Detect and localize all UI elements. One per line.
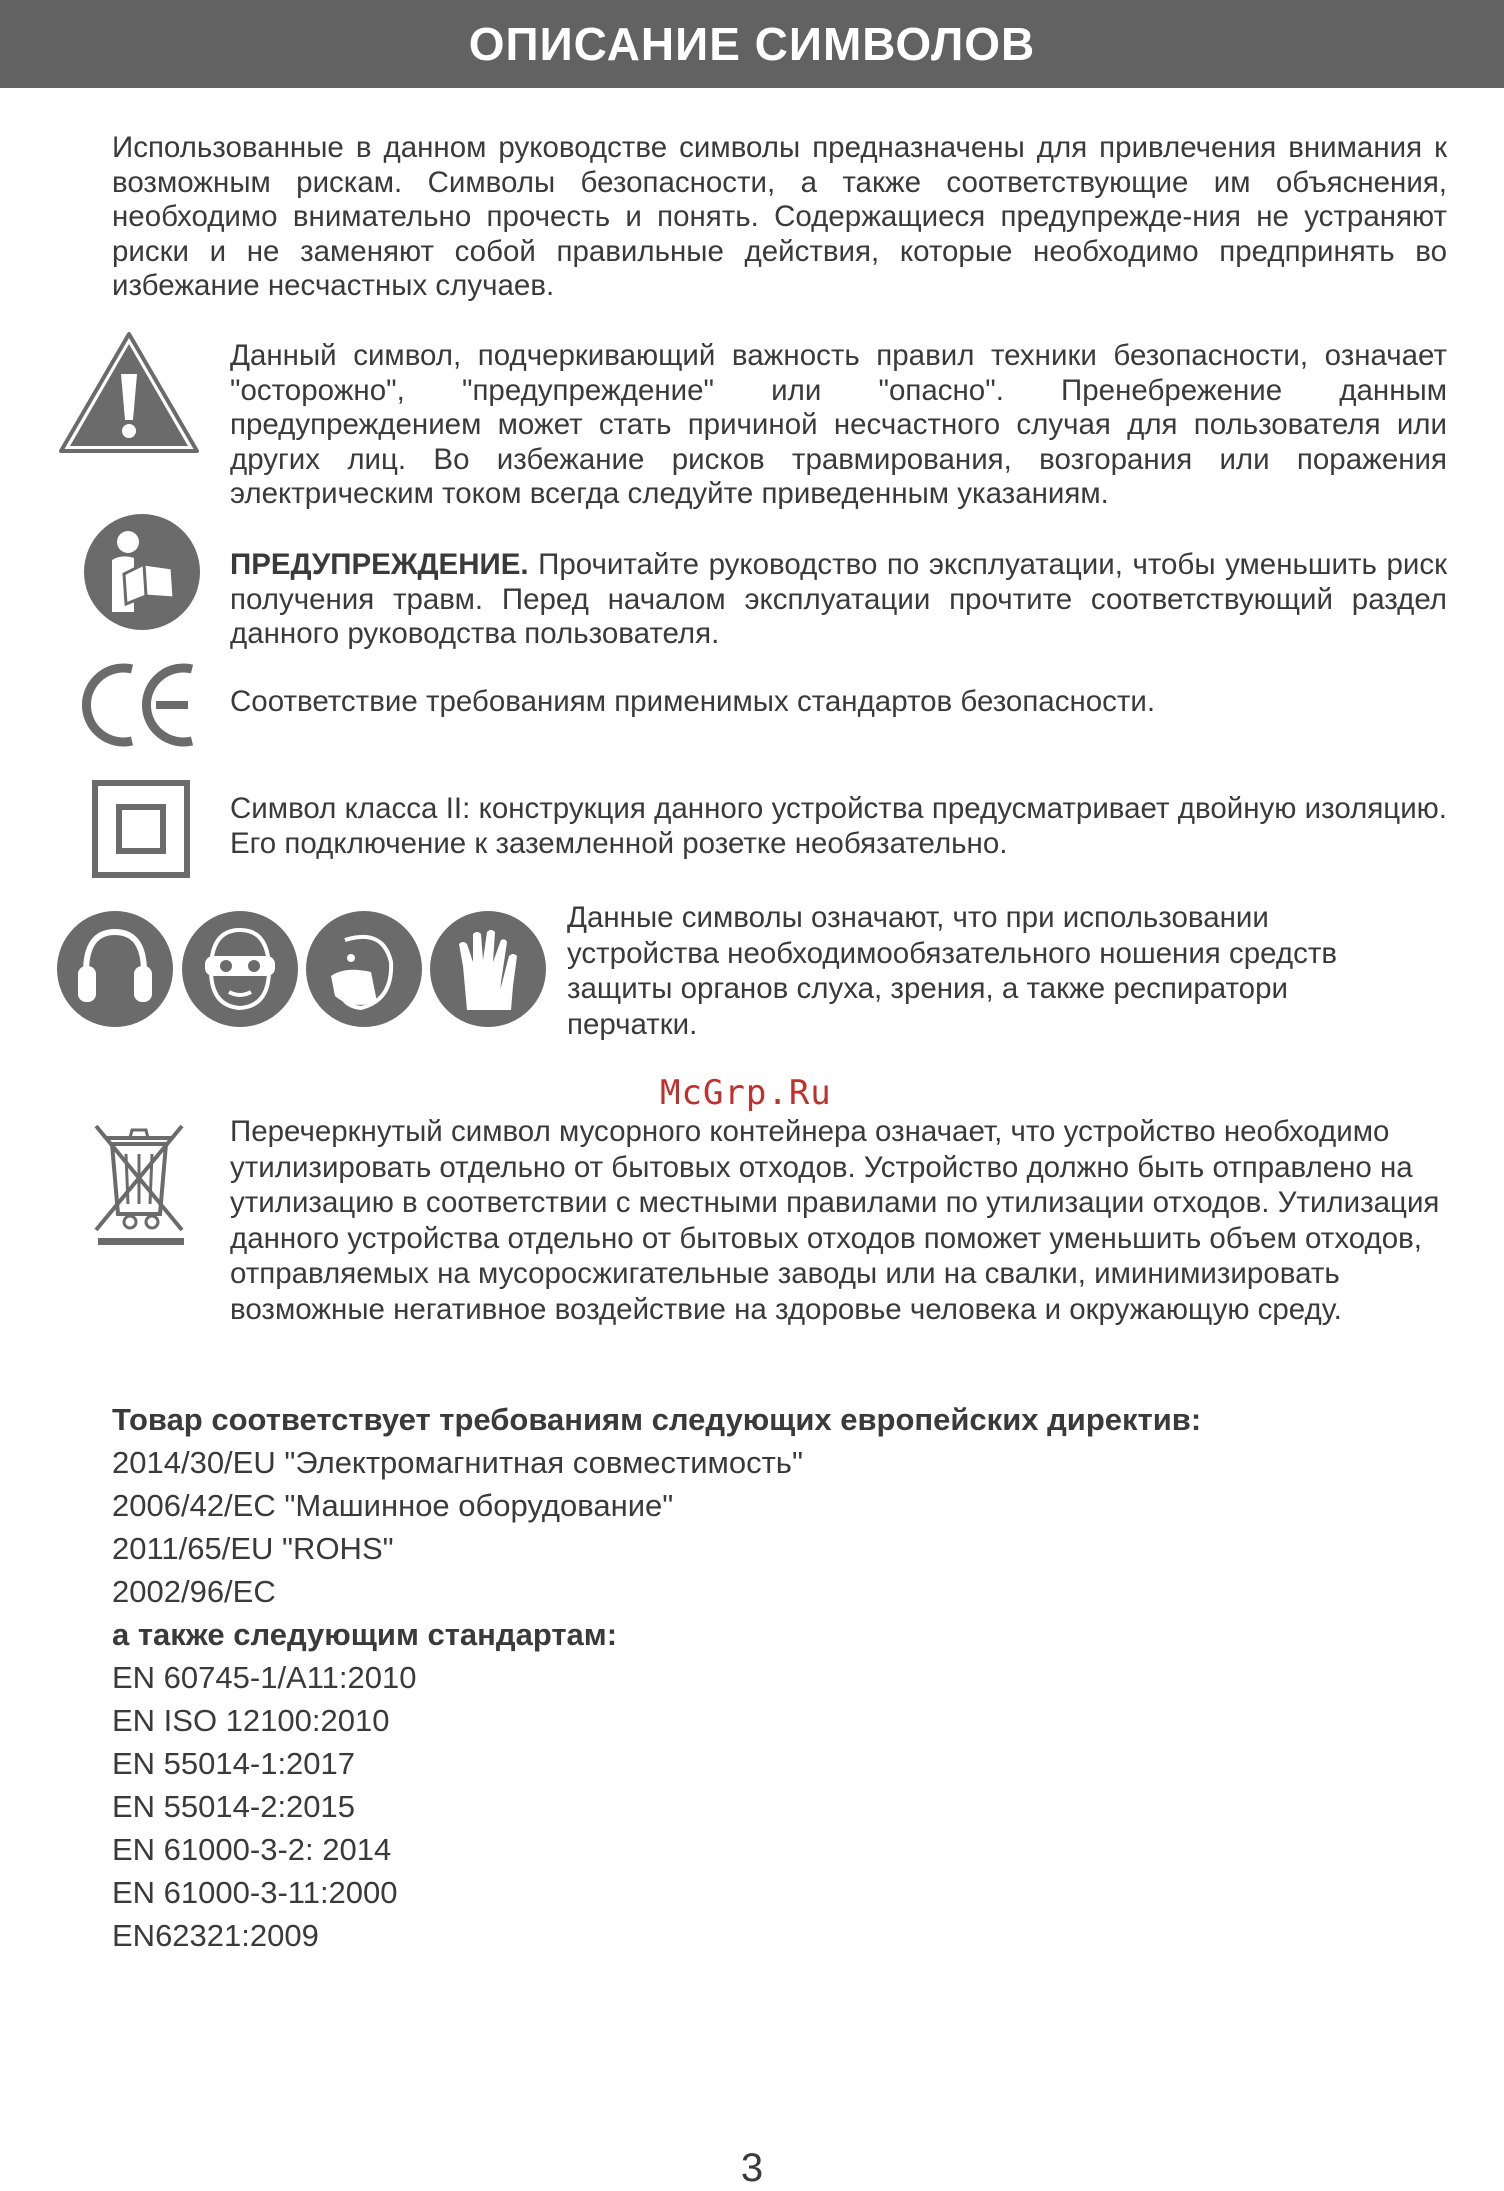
- page-header: [0, 0, 1504, 88]
- standard-item: EN 61000-3-11:2000: [112, 1875, 398, 1910]
- ce-description: Соответствие требованиям применимых стандартов безопасности.: [230, 685, 1156, 718]
- class-two-insulation-icon: [92, 780, 190, 878]
- warning-triangle-icon: [56, 330, 202, 456]
- directive-item: 2014/30/EU "Электромагнитная совместимость": [112, 1445, 803, 1480]
- standard-item: EN 55014-1:2017: [112, 1746, 356, 1781]
- manual-description: [230, 548, 1447, 652]
- standards-heading: а также следующим стандартам:: [112, 1617, 618, 1652]
- read-manual-icon: [82, 512, 202, 632]
- manual-text: Прочитайте руководство по эксплуатации, чтобы уменьшить риск получения травм. Перед началом эксплуатации прочтите соответствующий раздел данного руководства пользователя.: [230, 548, 1447, 650]
- compliance-list: [112, 1398, 1201, 1957]
- page-title: ОПИСАНИЕ СИМВОЛОВ: [468, 18, 1036, 70]
- respirator-icon: [305, 910, 423, 1028]
- watermark: McGrp.Ru: [660, 1073, 832, 1113]
- directive-item: 2006/42/EC "Машинное оборудование": [112, 1488, 674, 1523]
- warning-description: Данный символ, подчеркивающий важность правил техники безопасности, означает "осторожно", "предупреждение" или "опасно". Пренебрежение данным предупреждением может стать причиной несчастного случая для пользователя или других лиц. Во избежание рисков травмирования, возгорания или поражения электрическим током всегда следуйте приведенным указаниям.: [230, 339, 1447, 510]
- directive-item: 2002/96/EC: [112, 1574, 276, 1609]
- ear-protection-icon: [56, 910, 174, 1028]
- standard-item: EN 55014-2:2015: [112, 1789, 356, 1824]
- intro-paragraph: Использованные в данном руководстве символы предназначены для привлечения внимания к возможным рискам. Символы безопасности, а также соответствующие им объяснения, необходимо внимательно прочесть и понять. Содержащиеся предупрежде-ния не устраняют риски и не заменяют собой правильные действия, которые необходимо предпринять во избежание несчастных случаев.: [112, 131, 1447, 302]
- directive-item: 2011/65/EU "ROHS": [112, 1531, 394, 1566]
- directives-heading: Товар соответствует требованиям следующих европейских директив:: [112, 1402, 1202, 1437]
- page-number: 3: [740, 2146, 764, 2190]
- manual-bold-label: ПРЕДУПРЕЖДЕНИЕ.: [230, 548, 529, 581]
- class2-description: Символ класса II: конструкция данного устройства предусматривает двойную изоляцию. Его подключение к заземленной розетке необязательно.: [230, 792, 1447, 860]
- standard-item: EN 61000-3-2: 2014: [112, 1832, 392, 1867]
- ppe-description: Данные символы означают, что при использовании устройства необходимообязательного ношения средств защиты органов слуха, зрения, а также респиратори перчатки.: [567, 901, 1338, 1041]
- gloves-icon: [429, 910, 547, 1028]
- eye-protection-icon: [181, 910, 299, 1028]
- standard-item: EN 60745-1/A11:2010: [112, 1660, 417, 1695]
- standard-item: EN ISO 12100:2010: [112, 1703, 390, 1738]
- standard-item: EN62321:2009: [112, 1918, 319, 1953]
- weee-description: Перечеркнутый символ мусорного контейнера означает, что устройство необходимо утилизировать отдельно от бытовых отходов. Устройство должно быть отправлено на утилизацию в соответствии с местными правилами по утилизации отходов. Утилизация данного устройства отдельно от бытовых отходов поможет уменьшить объем отходов, отправляемых на мусоросжигательные заводы или на свалки, иминимизировать возможные негативное воздействие на здоровье человека и окружающую среду.: [230, 1115, 1440, 1326]
- crossed-bin-icon: [90, 1118, 190, 1248]
- ce-mark-icon: [80, 655, 200, 755]
